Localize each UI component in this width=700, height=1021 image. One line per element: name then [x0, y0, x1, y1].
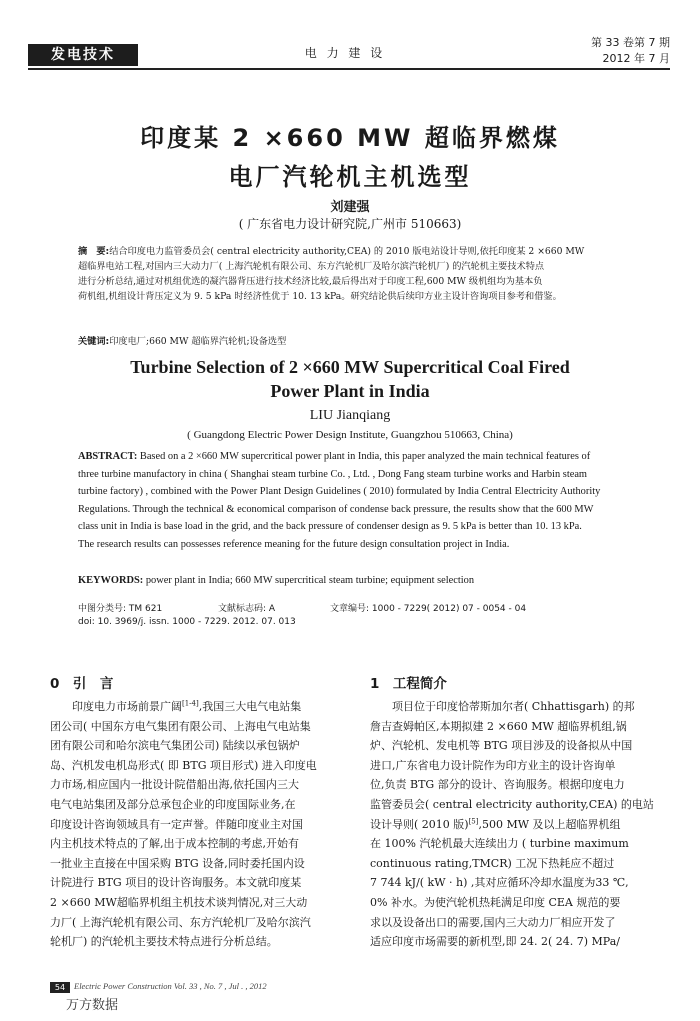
abstract-en-line: The research results can possesses reference meaning for the future design consultation project in India. — [78, 538, 510, 550]
body-line: 一批业主直接在中国采购 BTG 设备,同时委托国内设 — [50, 856, 305, 870]
body-line: 位,负责 BTG 部分的设计、咨询服务。根据印度电力 — [370, 778, 625, 792]
section-0-body — [50, 697, 355, 952]
volume-info: 第 33 卷第 7 期 — [591, 36, 670, 49]
abstract-cn-label: 摘 要: — [78, 246, 110, 257]
body-line: 内主机技术特点的了解,出于成本控制的考虑,开始有 — [50, 837, 299, 851]
title-cn-line-1: 印度某 2 ×660 MW 超临界燃煤 — [140, 124, 560, 152]
affiliation-cn: ( 广东省电力设计研究院,广州市 510663) — [238, 217, 462, 231]
document-code: 文献标志码: A — [218, 604, 276, 614]
body-line: 轮机厂) 的汽轮机主要技术特点进行分析总结。 — [50, 935, 278, 949]
body-line: 岛、汽机发电机岛形式( 即 BTG 项目形式) 进入印度电 — [50, 758, 317, 772]
body-line: 在 100% 汽轮机最大连续出力 ( turbine maximum — [370, 837, 629, 851]
body-line: 进口,广东省电力设计院作为印方业主的设计咨询单 — [370, 758, 616, 772]
section-tag: 发电技术 — [28, 44, 138, 66]
title-cn-line-2: 电厂汽轮机主机选型 — [228, 163, 472, 191]
abstract-cn — [78, 244, 638, 304]
keywords-en-text: power plant in India; 660 MW supercritical steam turbine; equipment selection — [145, 575, 475, 586]
abstract-en-line: class unit in India is base load in the grid, and the back pressure of condenser design as 9. 5 kPa is better than 10. 13 kPa. — [78, 521, 582, 532]
abstract-cn-line: 进行分析总结,通过对机组优选的凝汽器背压进行技术经济比较,最后得出对于印度工程,600 MW 级机组均为基本负 — [78, 276, 543, 287]
abstract-en-line: Based on a 2 ×660 MW supercritical power plant in India, this paper analyzed the main technical features of — [139, 451, 591, 462]
body-line: 监管委员会( central electricity authority,CEA) 的电站 — [370, 797, 654, 811]
issue-date: 2012 年 7 月 — [602, 52, 670, 65]
body-line: 团有限公司和哈尔滨电气集团公司) 陆续以承包锅炉 — [50, 739, 300, 753]
body-line: ,500 MW 及以上超临界机组 — [478, 817, 621, 831]
body-line: 项目位于印度恰蒂斯加尔者( Chhattisgarh) 的邦 — [370, 700, 635, 713]
journal-name: 电 力 建 设 — [304, 46, 386, 60]
body-line: 7 744 kJ/( kW · h) ,其对应循环冷却水温度为33 ℃, — [370, 876, 629, 890]
abstract-cn-line: 超临界电站工程,对国内三大动力厂( 上海汽轮机有限公司、东方汽轮机厂及哈尔滨汽轮机厂) 的汽轮机主要技术特点 — [78, 261, 545, 272]
body-line: 力市场,相应国内一批设计院借船出海,依托国内三大 — [50, 778, 299, 792]
abstract-en-line: Regulations. Through the technical & economical comparison of condense back pressure, the results show that the 600 MW — [78, 503, 594, 515]
body-line: continuous rating,TMCR) 工况下热耗应不超过 — [370, 856, 615, 870]
body-line: 电气电站集团及部分总承包企业的印度国际业务,在 — [50, 797, 296, 811]
body-line: 詹吉查姆帕区,本期拟建 2 ×660 MW 超临界机组,锅 — [370, 719, 627, 733]
watermark: 万方数据 — [66, 998, 119, 1013]
section-1-body — [370, 697, 675, 952]
body-line: 印度设计咨询领域具有一定声誉。伴随印度业主对国 — [50, 817, 303, 831]
body-line: 0% 补水。为使汽轮机热耗满足印度 CEA 规范的要 — [370, 895, 621, 909]
footer-journal: Electric Power Construction Vol. 33 , No. 7 , Jul . , 2012 — [74, 981, 267, 991]
body-line: 力厂( 上海汽轮机有限公司、东方汽轮机厂及哈尔滨汽 — [50, 915, 311, 929]
article-meta — [78, 601, 638, 614]
keywords-cn — [78, 334, 638, 349]
citation: [1-4] — [182, 699, 199, 708]
page-number: 54 — [50, 982, 70, 993]
title-en-line-2: Power Plant in India — [270, 381, 430, 401]
abstract-en — [78, 448, 638, 553]
clc-number: 中图分类号: TM 621 — [78, 604, 163, 614]
abstract-cn-line: 结合印度电力监管委员会( central electricity authority,CEA) 的 2010 版电站设计导则,依托印度某 2 ×660 MW — [109, 246, 585, 257]
section-1-heading: 1 工程简介 — [370, 676, 447, 692]
author-en: LIU Jianqiang — [309, 408, 391, 423]
section-0-heading: 0 引 言 — [50, 676, 114, 692]
article-number: 文章编号: 1000 - 7229( 2012) 07 - 0054 - 04 — [330, 604, 527, 614]
body-line: 印度电力市场前景广阔 — [50, 700, 182, 713]
body-line: 适应印度市场需要的新机型,即 24. 2( 24. 7) MPa/ — [370, 935, 620, 949]
citation: [5] — [468, 816, 479, 825]
keywords-en-label: KEYWORDS: — [78, 575, 144, 586]
keywords-en — [78, 575, 638, 586]
body-line: 计院进行 BTG 项目的设计咨询服务。本文就印度某 — [50, 876, 302, 890]
author-cn: 刘建强 — [330, 200, 370, 215]
affiliation-en: ( Guangdong Electric Power Design Institute, Guangzhou 510663, China) — [187, 429, 513, 441]
header-rule — [28, 68, 670, 70]
body-line: 设计导则( 2010 版) — [370, 817, 469, 831]
body-line: 求以及设备出口的需要,国内三大动力厂相应开发了 — [370, 915, 616, 929]
keywords-cn-label: 关键词: — [78, 336, 110, 347]
title-en-line-1: Turbine Selection of 2 ×660 MW Supercritical Coal Fired — [130, 357, 570, 377]
body-line: 炉、汽轮机、发电机等 BTG 项目涉及的设备拟从中国 — [370, 739, 633, 753]
body-line: 2 ×660 MW超临界机组主机技术谈判情况,对三大动 — [50, 895, 308, 909]
abstract-en-line: turbine factory) , combined with the Power Plant Design Guidelines ( 2010) formulated by India Central Electricity Authority — [78, 486, 601, 497]
abstract-en-line: three turbine manufactory in china ( Shanghai steam turbine Co. , Ltd. , Dong Fang steam turbine works and Harbin steam — [78, 468, 588, 480]
abstract-en-label: ABSTRACT: — [78, 451, 138, 462]
body-line: ,我国三大电气电站集 — [198, 700, 302, 713]
body-line: 团公司( 中国东方电气集团有限公司、上海电气电站集 — [50, 719, 311, 733]
keywords-cn-text: 印度电厂;660 MW 超临界汽轮机;设备选型 — [109, 336, 287, 347]
abstract-cn-line: 荷机组,机组设计背压定义为 9. 5 kPa 时经济性优于 10. 13 kPa。研究结论供后续印方业主设计咨询项目参考和借鉴。 — [78, 291, 562, 302]
doi: doi: 10. 3969/j. issn. 1000 - 7229. 2012. 07. 013 — [78, 617, 296, 627]
